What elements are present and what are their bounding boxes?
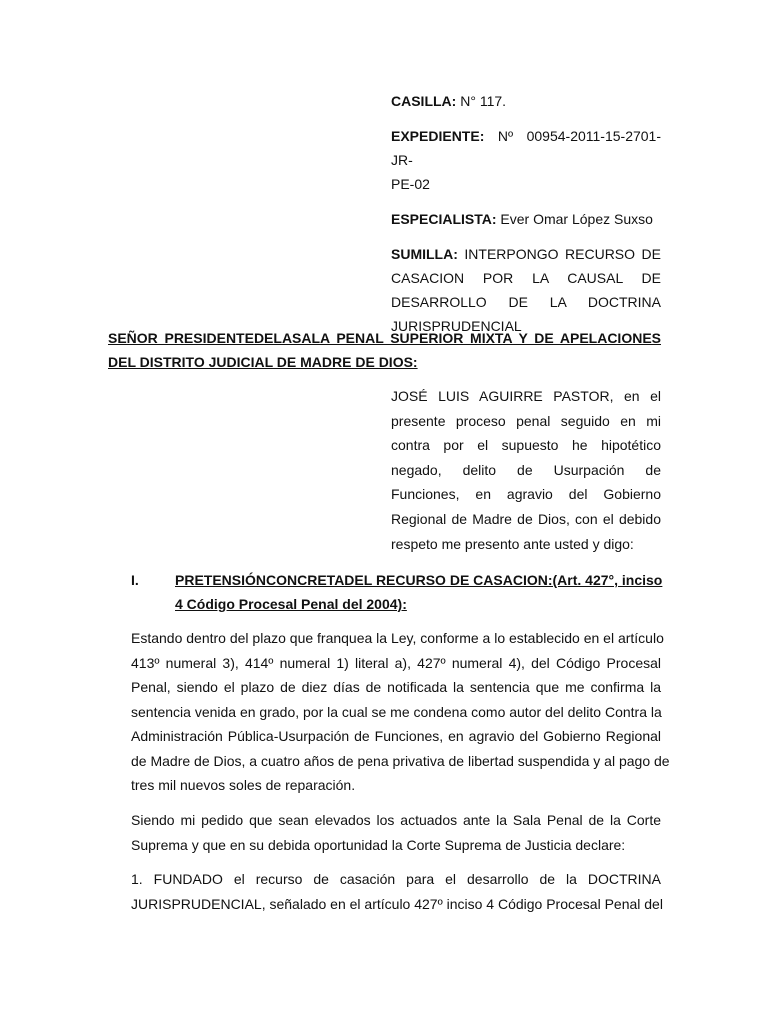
sumilla-line1 [391,242,661,266]
casilla-field [391,89,661,113]
expediente-label: EXPEDIENTE: [391,128,485,144]
petitioner-intro [391,384,661,556]
petitioner-line4: negado, delito de Usurpación de [391,461,661,478]
sumilla-line2: CASACION POR LA CAUSAL DE [391,270,661,286]
paragraph-1-line3: Penal, siendo el plazo de diez días de notificada la sentencia que me confirma la [131,679,661,695]
paragraph-1-line1: Estando dentro del plazo que franquea la Ley, conforme a lo establecido en el artículo [131,630,664,646]
sumilla-field [391,242,661,338]
expediente-field [391,124,661,196]
expediente-value-line1: Nº 00954-2011-15-2701-JR- [391,128,662,168]
section-title-line1: PRETENSIÓNCONCRETADEL RECURSO DE CASACION:(Art. 427°, inciso [175,572,663,588]
sumilla-text-line1: INTERPONGO RECURSO DE [464,246,661,262]
petitioner-line7: respeto me presento ante usted y digo: [391,535,634,552]
paragraph-1-line7: tres mil nuevos soles de reparación. [131,777,356,793]
paragraph-2-line1: Siendo mi pedido que sean elevados los actuados ante la Sala Penal de la Corte [131,812,661,828]
paragraph-1-line5: Administración Pública-Usurpación de Funciones, en agravio del Gobierno Regional [131,728,661,744]
casilla-value: N° 117. [460,93,507,109]
sumilla-label: SUMILLA: [391,246,458,262]
paragraph-3 [131,867,661,916]
petitioner-line1: JOSÉ LUIS AGUIRRE PASTOR, en el [391,388,661,404]
paragraph-1-line2: 413º numeral 3), 414º numeral 1) literal a), 427º numeral 4), del Código Procesal [131,654,661,671]
addressee-heading [108,326,661,374]
section-title-line2: 4 Código Procesal Penal del 2004): [175,596,407,612]
expediente-value-line2: PE-02 [391,176,430,192]
paragraph-2 [131,808,661,857]
header-fields [391,89,661,338]
petitioner-line6: Regional de Madre de Dios, con el debido [391,510,661,527]
section-number: I. [131,572,139,588]
petitioner-line5: Funciones, en agravio del Gobierno [391,486,661,503]
paragraph-1-line4: sentencia venida en grado, por la cual se me condena como autor del delito Contra la [131,703,662,720]
especialista-value: Ever Omar López Suxso [500,211,653,227]
paragraph-3-line1: 1. FUNDADO el recurso de casación para el desarrollo de la DOCTRINA [131,871,661,887]
paragraph-1 [131,626,670,798]
sumilla-line3: DESARROLLO DE LA DOCTRINA [391,294,661,310]
especialista-field [391,207,661,231]
especialista-label: ESPECIALISTA: [391,211,497,227]
addressee-line1: SEÑOR PRESIDENTEDELASALA PENAL SUPERIOR MIXTA Y DE APELACIONES [108,330,661,346]
paragraph-2-line2: Suprema y que en su debida oportunidad la Corte Suprema de Justicia declare: [131,836,626,853]
petitioner-line2: presente proceso penal seguido en mi [391,412,661,429]
paragraph-3-line2: JURISPRUDENCIAL, señalado en el artículo 427º inciso 4 Código Procesal Penal del [131,895,663,912]
petitioner-line3: contra por el supuesto he hipotético [391,437,661,454]
sumilla-line4: JURISPRUDENCIAL [391,318,522,334]
casilla-label: CASILLA: [391,93,457,109]
paragraph-1-line6: de Madre de Dios, a cuatro años de pena privativa de libertad suspendida y al pago de [131,752,670,769]
addressee-line2: DEL DISTRITO JUDICIAL DE MADRE DE DIOS: [108,354,418,370]
section-title [175,568,661,616]
